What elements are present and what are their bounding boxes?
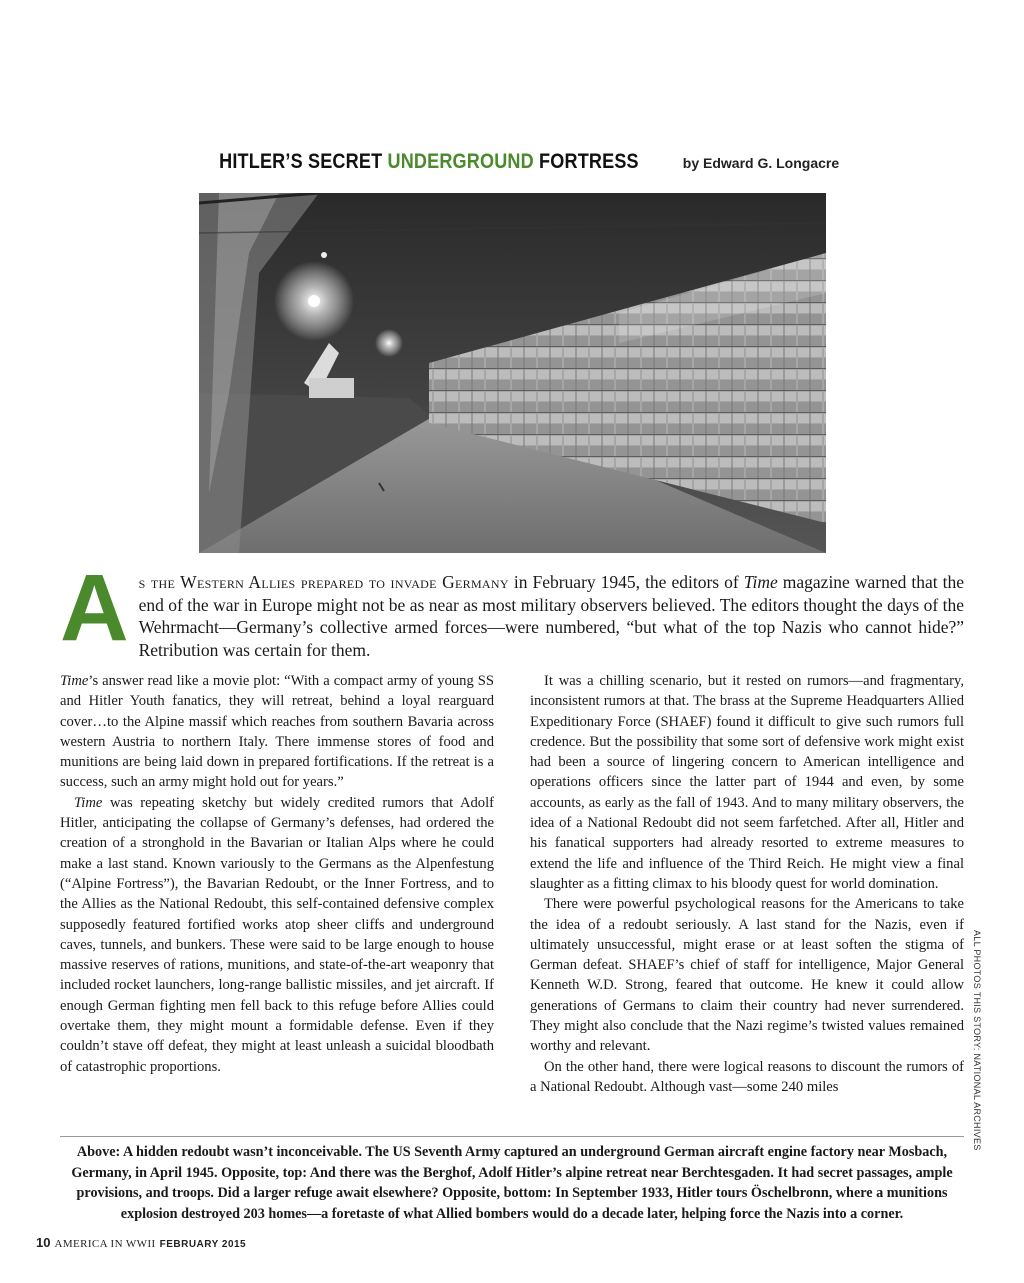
col2-paragraph-3: On the other hand, there were logical reasons to discount the rumors of a National Redoubt. Although vast—some 240 miles — [530, 1058, 964, 1095]
col1-p2-italic: Time — [74, 794, 103, 811]
issue-date: FEBRUARY 2015 — [159, 1239, 247, 1250]
caption-divider — [60, 1136, 964, 1137]
col2-paragraph-2: There were powerful psychological reasons for the Americans to take the idea of a redoubt seriously. A last stand for the Nazis, even if ultimately unsuccessful, might erase or at least soften the stigma of German defeat. SHAEF’s chief of staff for intelligence, Major General Kenneth W.D. Strong, feared that outcome. He knew it could allow generations of Germans to claim their country had never surrendered. They might also conclude that the Nazi regime’s twisted values remained worthy and relevant. — [530, 896, 964, 1055]
headline-part1: HITLER’S SECRET — [218, 150, 383, 173]
tunnel-photo-illustration — [199, 193, 826, 553]
headline-part3: FORTRESS — [538, 150, 639, 173]
col1-p2-text: was repeating sketchy but widely credited rumors that Adolf Hitler, anticipating the collapse of Germany’s defenses, had ordered the creation of a stronghold in the Bavarian or Italian Alps where he could make a last stand. Known variously to the Germans as the Alpenfestung (“Alpine Fortress”), the Bavarian Redoubt, or the Inner Fortress, and to the Allies as the National Redoubt, this self-contained defensive complex supposedly featured fortified works atop sheer cliffs and underground caves, tunnels, and bunkers. These were said to be large enough to house massive reserves of rations, munitions, and state-of-the-art weaponry that included rocket launchers, long-range ballistic missiles, and jet aircraft. If enough German fighting men fell back to this refuge before Allies could overtake them, they might mount a formidable defense. Even if they couldn’t stave off defeat, they might at least unleash a suicidal bloodbath of catastrophic proportions. — [60, 794, 494, 1075]
body-column-right — [530, 671, 964, 1097]
col1-p1-text: ’s answer read like a movie plot: “With a compact army of young SS and Hitler Youth fanatics, they will retreat, behind a loyal rearguard cover…to the Alpine massif which reaches from southern Bavaria across western Austria to northern Italy. There immense stores of food and munitions are being laid down in prepared fortifications. If the retreat is a success, such an army might hold out for years.” — [60, 673, 494, 791]
headline — [0, 150, 1024, 174]
headline-part2: UNDERGROUND — [387, 150, 534, 173]
photo-credit — [964, 930, 984, 1151]
lede-smallcaps: s the Western Allies prepared to invade Germany — [138, 572, 509, 592]
col1-paragraph-2 — [60, 793, 494, 1077]
byline: by Edward G. Longacre — [682, 155, 840, 171]
col1-p1-italic: Time — [60, 673, 89, 689]
page-footer — [36, 1235, 246, 1250]
photo-credit-text: ALL PHOTOS THIS STORY: NATIONAL ARCHIVES — [972, 930, 982, 1151]
col2-paragraph-1: It was a chilling scenario, but it rested on rumors—and fragmentary, inconsistent rumors at that. The brass at the Supreme Headquarters Allied Expeditionary Force (SHAEF) found it difficult to give such rumors full credence. But the possibility that some sort of defensive work might exist had been a source of lingering concern to American intelligence and operations officers since the latter part of 1944 and even, by some accounts, as early as the fall of 1943. And to many military observers, the idea of a National Redoubt did not seem farfetched. After all, Hitler and his fanatical supporters had already resorted to extreme measures to extend the life and influence of the Third Reich. He might view a final slaughter as a fitting climax to his bloody quest for world domination. — [530, 673, 964, 892]
tunnel-photo — [199, 193, 826, 553]
magazine-name: AMERICA IN WWII — [54, 1238, 156, 1250]
lede-text: in February 1945, the editors of — [508, 572, 744, 592]
lede-text2: magazine warned that the end of the war in Europe might not be as near as most military observers believed. The editors thought the days of the Wehrmacht—Germany’s collective armed forces—were numbered, “but what of the top Nazis who cannot hide?” Retribution was certain for them. — [138, 572, 965, 660]
body-column-left — [60, 671, 494, 1077]
page-number: 10 — [36, 1235, 51, 1250]
col1-paragraph-1 — [60, 671, 494, 793]
headline-title — [219, 150, 639, 174]
lede-paragraph — [60, 555, 965, 661]
photo-caption: Above: A hidden redoubt wasn’t inconceivable. The US Seventh Army captured an underground German aircraft engine factory near Mosbach, Germany, in April 1945. Opposite, top: And there was the Berghof, Adolf Hitler’s alpine retreat near Berchtesgaden. It had secret passages, ample provisions, and troops. Did a larger refuge await elsewhere? Opposite, bottom: In September 1933, Hitler tours Öschelbronn, where a munitions explosion destroyed 203 homes—a foretaste of what Allied bombers would do a decade later, helping force the Nazis into a corner. — [71, 1144, 953, 1222]
lede-italic: Time — [743, 572, 778, 592]
drop-cap: A — [60, 555, 129, 661]
